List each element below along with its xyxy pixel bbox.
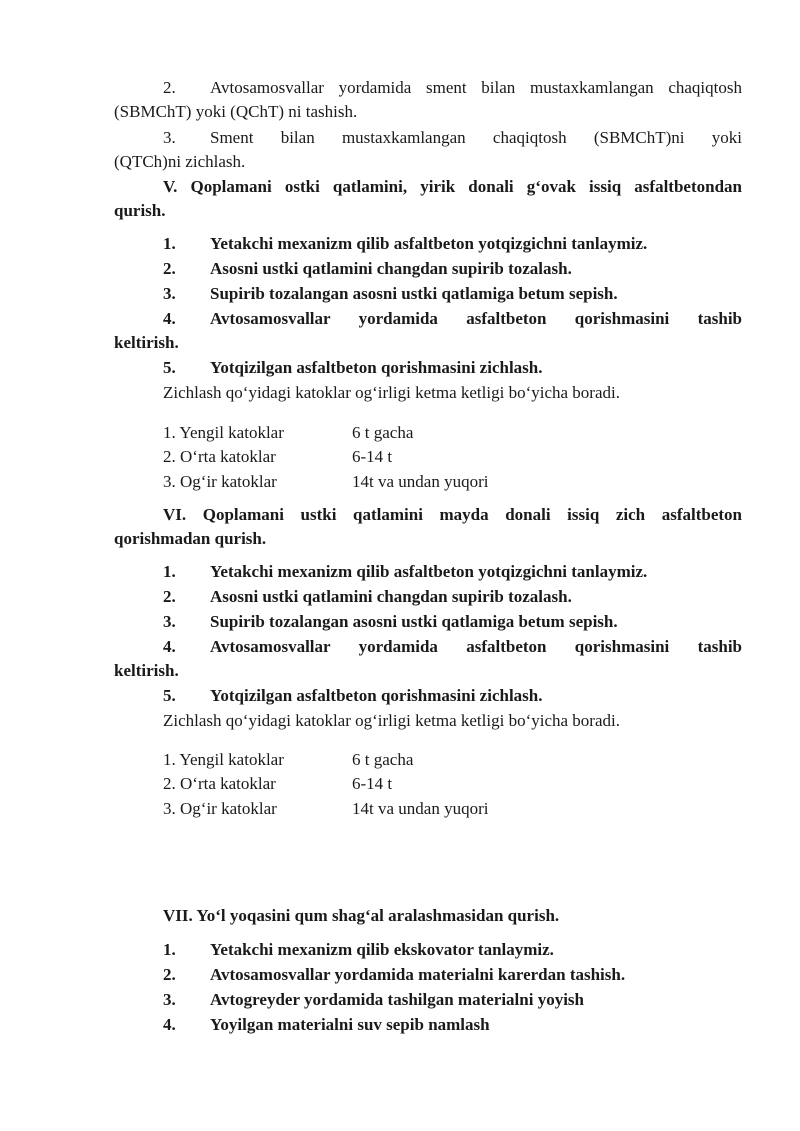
item-number: 3. (163, 990, 176, 1009)
section-5-note: Zichlash qo‘yidagi katoklar og‘irligi ketma ketligi bo‘yicha boradi. (163, 383, 620, 402)
section-7-item-3 (163, 988, 742, 1012)
item-number: 3. (163, 284, 176, 303)
section-6-roller-value-2: 6-14 t (352, 774, 393, 793)
section-6-item-4-continuation: keltirish. (114, 661, 179, 680)
section-5-roller-label-3: 3. Og‘ir katoklar (163, 472, 277, 491)
section-7-item-4 (163, 1013, 742, 1037)
item-number: 4. (163, 637, 176, 656)
item-number: 2. (163, 587, 176, 606)
section-6-item-2 (163, 585, 742, 609)
intro-item-3 (163, 126, 742, 150)
section-5-roller-value-2: 6-14 t (352, 447, 393, 466)
section-6-item-3 (163, 610, 742, 634)
item-number: 3. (163, 128, 176, 147)
section-5-roller-value-1: 6 t gacha (352, 423, 414, 442)
item-text: Asosni ustki qatlamini changdan supirib tozalash. (210, 259, 572, 278)
item-number: 2. (163, 259, 176, 278)
item-text: Avtogreyder yordamida tashilgan materialni yoyish (210, 990, 584, 1009)
section-7-heading: VII. Yo‘l yoqasini qum shag‘al aralashmasidan qurish. (163, 906, 560, 925)
item-text: Yetakchi mexanizm qilib asfaltbeton yotqizgichni tanlaymiz. (210, 234, 648, 253)
section-6-roller-label-1: 1. Yengil katoklar (163, 750, 284, 769)
item-number: 3. (163, 612, 176, 631)
section-5-item-3 (163, 282, 742, 306)
item-text: Avtosamosvallar yordamida asfaltbeton qorishmasini tashib (210, 309, 742, 328)
item-text: Avtosamosvallar yordamida materialni karerdan tashish. (210, 965, 626, 984)
section-5-heading-continuation: qurish. (114, 201, 166, 220)
item-number: 2. (163, 965, 176, 984)
section-5-item-4-continuation: keltirish. (114, 333, 179, 352)
section-6-note: Zichlash qo‘yidagi katoklar og‘irligi ketma ketligi bo‘yicha boradi. (163, 711, 620, 730)
intro-item-2 (163, 76, 742, 100)
section-5-item-4 (163, 307, 742, 331)
item-number: 2. (163, 78, 176, 97)
section-7-item-2 (163, 963, 742, 987)
section-6-item-1 (163, 560, 742, 584)
section-5-heading: V. Qoplamani ostki qatlamini, yirik donali g‘ovak issiq asfaltbetondan (163, 177, 742, 196)
item-number: 1. (163, 234, 176, 253)
section-5-item-1 (163, 232, 742, 256)
section-6-roller-label-3: 3. Og‘ir katoklar (163, 799, 277, 818)
intro-item-2-continuation: (SBMChT) yoki (QChT) ni tashish. (114, 102, 358, 121)
item-number: 4. (163, 1015, 176, 1034)
item-text: Yetakchi mexanizm qilib asfaltbeton yotqizgichni tanlaymiz. (210, 562, 648, 581)
section-6-heading: VI. Qoplamani ustki qatlamini mayda donali issiq zich asfaltbeton (163, 505, 742, 524)
item-text: Avtosamosvallar yordamida asfaltbeton qorishmasini tashib (210, 637, 742, 656)
section-6-item-5 (163, 684, 742, 708)
item-text: Supirib tozalangan asosni ustki qatlamiga betum sepish. (210, 612, 618, 631)
item-text: Supirib tozalangan asosni ustki qatlamiga betum sepish. (210, 284, 618, 303)
section-7-item-1 (163, 938, 742, 962)
item-number: 5. (163, 686, 176, 705)
item-text: Yetakchi mexanizm qilib ekskovator tanlaymiz. (210, 940, 554, 959)
section-5-roller-label-2: 2. O‘rta katoklar (163, 447, 276, 466)
item-text: Yotqizilgan asfaltbeton qorishmasini zichlash. (210, 358, 543, 377)
item-number: 1. (163, 940, 176, 959)
intro-item-3-continuation: (QTCh)ni zichlash. (114, 152, 246, 171)
item-text: Yoyilgan materialni suv sepib namlash (210, 1015, 490, 1034)
item-text: Asosni ustki qatlamini changdan supirib tozalash. (210, 587, 572, 606)
section-6-roller-value-3: 14t va undan yuqori (352, 799, 489, 818)
item-number: 5. (163, 358, 176, 377)
item-number: 1. (163, 562, 176, 581)
section-5-roller-value-3: 14t va undan yuqori (352, 472, 489, 491)
section-5-roller-label-1: 1. Yengil katoklar (163, 423, 284, 442)
section-6-roller-label-2: 2. O‘rta katoklar (163, 774, 276, 793)
section-5-item-2 (163, 257, 742, 281)
item-text: Sment bilan mustaxkamlangan chaqiqtosh (SBMChT)ni yoki (210, 128, 742, 147)
section-5-item-5 (163, 356, 742, 380)
section-6-heading-continuation: qorishmadan qurish. (114, 529, 267, 548)
section-6-item-4 (163, 635, 742, 659)
item-text: Yotqizilgan asfaltbeton qorishmasini zichlash. (210, 686, 543, 705)
item-text: Avtosamosvallar yordamida sment bilan mustaxkamlangan chaqiqtosh (210, 78, 742, 97)
section-6-roller-value-1: 6 t gacha (352, 750, 414, 769)
item-number: 4. (163, 309, 176, 328)
